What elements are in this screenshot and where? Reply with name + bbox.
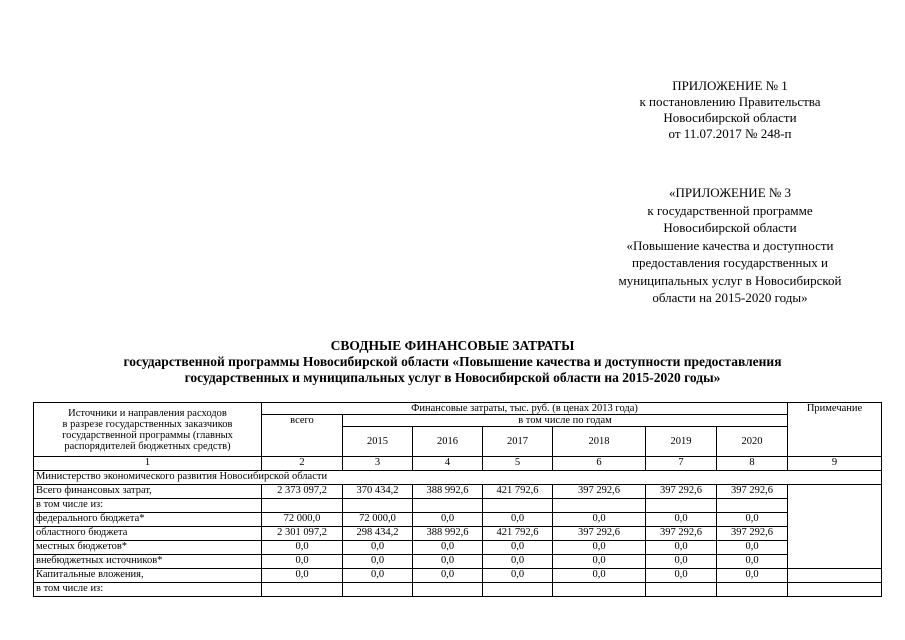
- document-title: [20, 338, 885, 386]
- row-value: 388 992,6: [413, 527, 483, 541]
- column-number: 2: [262, 457, 343, 471]
- row-value: 0,0: [717, 569, 788, 583]
- row-value: 0,0: [262, 555, 343, 569]
- header-year: 2020: [717, 427, 788, 457]
- annex-1-header: [600, 78, 860, 142]
- row-value: 0,0: [413, 541, 483, 555]
- row-note: [788, 485, 882, 569]
- row-label: внебюджетных источников*: [34, 555, 262, 569]
- row-note: [788, 583, 882, 597]
- annex-3-line: к государственной программе: [647, 202, 813, 218]
- column-number: 7: [646, 457, 717, 471]
- row-value: 0,0: [646, 569, 717, 583]
- row-value: 397 292,6: [717, 485, 788, 499]
- column-number: 1: [34, 457, 262, 471]
- header-total: всего: [262, 415, 343, 457]
- column-number: 6: [553, 457, 646, 471]
- row-value: 0,0: [483, 541, 553, 555]
- data-rows: [34, 485, 882, 597]
- row-value: 72 000,0: [343, 513, 413, 527]
- row-value: 421 792,6: [483, 527, 553, 541]
- row-value: [553, 499, 646, 513]
- row-value: 0,0: [483, 569, 553, 583]
- section-row: Министерство экономического развития Новосибирской области: [34, 471, 882, 485]
- row-value: 0,0: [717, 555, 788, 569]
- row-value: [646, 499, 717, 513]
- row-value: 388 992,6: [413, 485, 483, 499]
- row-value: [483, 499, 553, 513]
- annex-1-line: ПРИЛОЖЕНИЕ № 1: [672, 78, 788, 93]
- row-note: [788, 569, 882, 583]
- column-number: 8: [717, 457, 788, 471]
- row-label: в том числе из:: [34, 499, 262, 513]
- row-value: [553, 583, 646, 597]
- row-value: 0,0: [483, 555, 553, 569]
- row-value: [343, 499, 413, 513]
- header-financial-costs: Финансовые затраты, тыс. руб. (в ценах 2013 года): [262, 403, 788, 415]
- row-value: 2 301 097,2: [262, 527, 343, 541]
- row-value: 0,0: [646, 555, 717, 569]
- row-value: 0,0: [553, 569, 646, 583]
- header-year: 2015: [343, 427, 413, 457]
- financial-costs-table: [33, 402, 882, 597]
- table-row: [34, 513, 882, 527]
- column-number: 5: [483, 457, 553, 471]
- annex-3-header: [590, 184, 870, 307]
- table-row: [34, 541, 882, 555]
- row-value: [483, 583, 553, 597]
- row-value: 0,0: [343, 555, 413, 569]
- row-value: 0,0: [646, 513, 717, 527]
- row-label: Всего финансовых затрат,: [34, 485, 262, 499]
- row-value: [413, 499, 483, 513]
- annex-1-line: Новосибирской области: [663, 110, 797, 125]
- header-source-line: Источники и направления расходов: [68, 407, 227, 419]
- title-line: СВОДНЫЕ ФИНАНСОВЫЕ ЗАТРАТЫ: [330, 338, 575, 353]
- row-value: 421 792,6: [483, 485, 553, 499]
- row-value: 397 292,6: [646, 527, 717, 541]
- title-line: государственной программы Новосибирской области «Повышение качества и доступности предоставления: [123, 354, 782, 369]
- row-value: 397 292,6: [717, 527, 788, 541]
- annex-1-line: от 11.07.2017 № 248-п: [668, 126, 792, 141]
- table-row: [34, 583, 882, 597]
- header-source-line: распорядителей бюджетных средств): [64, 440, 231, 452]
- row-value: 298 434,2: [343, 527, 413, 541]
- row-value: 0,0: [413, 569, 483, 583]
- row-label: федерального бюджета*: [34, 513, 262, 527]
- row-value: 2 373 097,2: [262, 485, 343, 499]
- table-row: [34, 555, 882, 569]
- annex-3-line: предоставления государственных и: [632, 255, 828, 270]
- header-year: 2018: [553, 427, 646, 457]
- row-value: [262, 499, 343, 513]
- header-note: Примечание: [788, 403, 882, 457]
- row-value: 0,0: [646, 541, 717, 555]
- table-row: [34, 485, 882, 499]
- row-value: [717, 499, 788, 513]
- annex-3-line: «Повышение качества и доступности: [626, 237, 834, 253]
- row-value: 0,0: [553, 513, 646, 527]
- row-value: [646, 583, 717, 597]
- row-value: 0,0: [717, 513, 788, 527]
- column-number: 4: [413, 457, 483, 471]
- row-value: 397 292,6: [553, 527, 646, 541]
- row-value: 397 292,6: [553, 485, 646, 499]
- row-value: 0,0: [553, 555, 646, 569]
- title-line: государственных и муниципальных услуг в Новосибирской области на 2015-2020 годы»: [184, 370, 721, 385]
- table-row: [34, 569, 882, 583]
- annex-3-line: «ПРИЛОЖЕНИЕ № 3: [668, 185, 792, 200]
- row-value: [717, 583, 788, 597]
- row-label: в том числе из:: [34, 583, 262, 597]
- row-label: областного бюджета: [34, 527, 262, 541]
- row-value: [413, 583, 483, 597]
- header-year: 2016: [413, 427, 483, 457]
- row-value: 0,0: [553, 541, 646, 555]
- header-year: 2017: [483, 427, 553, 457]
- annex-1-line: к постановлению Правительства: [639, 94, 821, 109]
- row-value: [262, 583, 343, 597]
- header-years-group: в том числе по годам: [343, 415, 788, 427]
- column-number: 3: [343, 457, 413, 471]
- row-value: 397 292,6: [646, 485, 717, 499]
- table-row: [34, 527, 882, 541]
- row-value: 0,0: [262, 541, 343, 555]
- header-source-line: в разрезе государственных заказчиков: [62, 418, 233, 430]
- row-label: Капитальные вложения,: [34, 569, 262, 583]
- annex-3-line: Новосибирской области: [663, 220, 797, 235]
- column-number: 9: [788, 457, 882, 471]
- row-value: [343, 583, 413, 597]
- row-value: 0,0: [413, 513, 483, 527]
- row-value: 0,0: [483, 513, 553, 527]
- row-value: 0,0: [717, 541, 788, 555]
- row-label: местных бюджетов*: [34, 541, 262, 555]
- annex-3-line: муниципальных услуг в Новосибирской: [618, 272, 842, 288]
- table-row: [34, 499, 882, 513]
- row-value: 0,0: [343, 569, 413, 583]
- header-year: 2019: [646, 427, 717, 457]
- row-value: 72 000,0: [262, 513, 343, 527]
- header-source-line: государственной программы (главных: [62, 429, 233, 441]
- row-value: 370 434,2: [343, 485, 413, 499]
- header-source: [34, 403, 262, 457]
- row-value: 0,0: [413, 555, 483, 569]
- row-value: 0,0: [343, 541, 413, 555]
- row-value: 0,0: [262, 569, 343, 583]
- annex-3-line: области на 2015-2020 годы»: [652, 290, 808, 305]
